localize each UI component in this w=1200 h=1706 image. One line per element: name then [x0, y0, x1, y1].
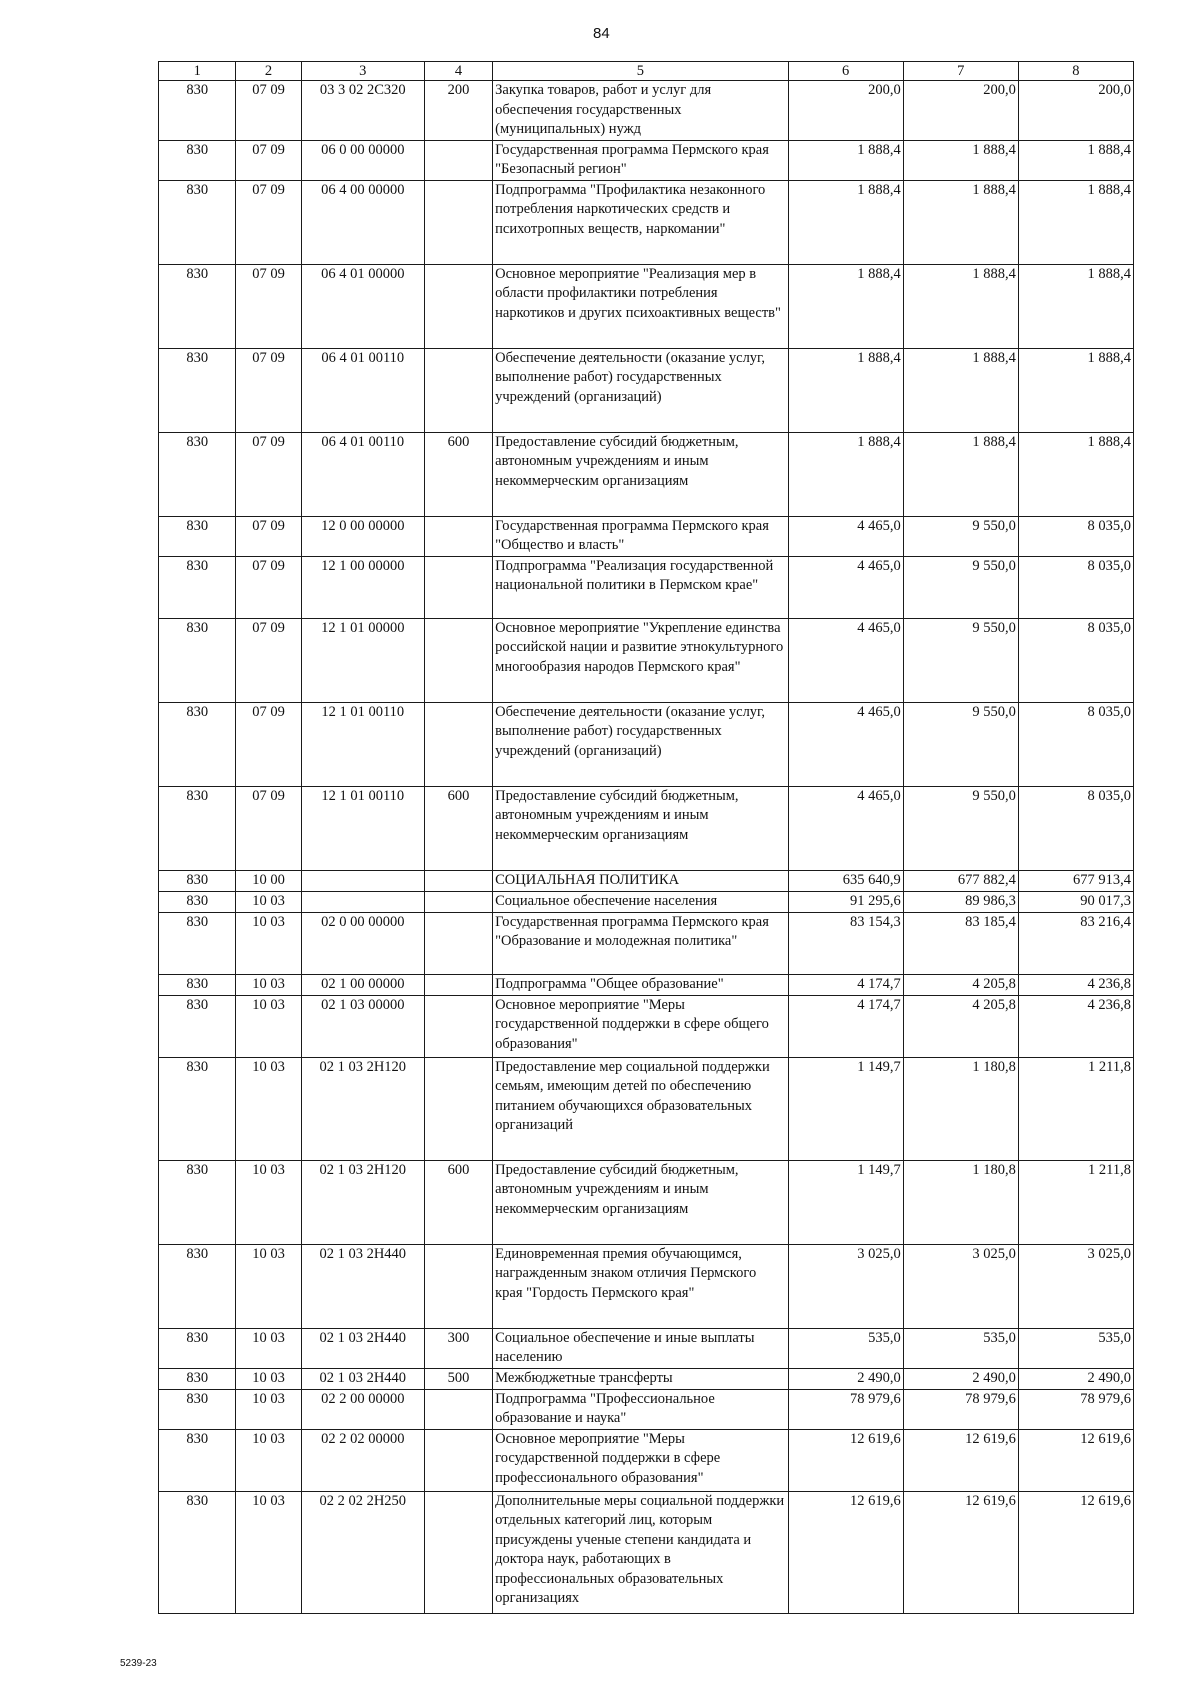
table-row — [159, 618, 1134, 702]
cell-section: 07 09 — [236, 702, 301, 786]
cell-description: Основное мероприятие "Меры государственной поддержки в сфере профессионального образования" — [493, 1429, 788, 1491]
cell-expense-type — [424, 1389, 492, 1429]
table-row — [159, 1244, 1134, 1328]
cell-target-article: 02 1 03 2Н440 — [301, 1368, 424, 1389]
table-row — [159, 1368, 1134, 1389]
cell-description: Закупка товаров, работ и услуг для обеспечения государственных (муниципальных) нужд — [493, 81, 788, 141]
cell-expense-type — [424, 1244, 492, 1328]
cell-ministry: 830 — [159, 870, 236, 891]
cell-amount-col7: 1 180,8 — [903, 1160, 1018, 1244]
cell-target-article — [301, 891, 424, 912]
cell-amount-col7: 1 180,8 — [903, 1057, 1018, 1160]
cell-description: Социальное обеспечение и иные выплаты населению — [493, 1328, 788, 1368]
cell-ministry: 830 — [159, 556, 236, 618]
cell-amount-col8: 83 216,4 — [1018, 912, 1133, 974]
table-row — [159, 786, 1134, 870]
cell-ministry: 830 — [159, 618, 236, 702]
cell-ministry: 830 — [159, 140, 236, 180]
cell-amount-col7: 12 619,6 — [903, 1429, 1018, 1491]
cell-expense-type — [424, 1429, 492, 1491]
cell-amount-col8: 3 025,0 — [1018, 1244, 1133, 1328]
cell-section: 07 09 — [236, 556, 301, 618]
table-row — [159, 1328, 1134, 1368]
cell-description: Государственная программа Пермского края "Образование и молодежная политика" — [493, 912, 788, 974]
cell-amount-col7: 12 619,6 — [903, 1491, 1018, 1613]
cell-expense-type — [424, 1057, 492, 1160]
cell-amount-col7: 1 888,4 — [903, 432, 1018, 516]
cell-ministry: 830 — [159, 1491, 236, 1613]
cell-ministry: 830 — [159, 1368, 236, 1389]
column-header: 8 — [1018, 62, 1133, 81]
cell-amount-col7: 4 205,8 — [903, 995, 1018, 1057]
table-row — [159, 1057, 1134, 1160]
cell-description: Подпрограмма "Профилактика незаконного потребления наркотических средств и психотропных веществ, наркомании" — [493, 180, 788, 264]
cell-amount-col8: 1 211,8 — [1018, 1160, 1133, 1244]
cell-amount-col7: 9 550,0 — [903, 702, 1018, 786]
cell-section: 07 09 — [236, 81, 301, 141]
table-row — [159, 264, 1134, 348]
cell-amount-col8: 90 017,3 — [1018, 891, 1133, 912]
cell-expense-type — [424, 870, 492, 891]
cell-ministry: 830 — [159, 180, 236, 264]
cell-target-article: 02 1 03 2Н440 — [301, 1328, 424, 1368]
cell-description: СОЦИАЛЬНАЯ ПОЛИТИКА — [493, 870, 788, 891]
table-row — [159, 432, 1134, 516]
cell-amount-col8: 4 236,8 — [1018, 974, 1133, 995]
cell-description: Предоставление субсидий бюджетным, автономным учреждениям и иным некоммерческим организациям — [493, 432, 788, 516]
cell-ministry: 830 — [159, 1389, 236, 1429]
cell-amount-col7: 200,0 — [903, 81, 1018, 141]
cell-ministry: 830 — [159, 1244, 236, 1328]
cell-target-article: 12 1 01 00000 — [301, 618, 424, 702]
cell-ministry: 830 — [159, 264, 236, 348]
cell-ministry: 830 — [159, 348, 236, 432]
cell-section: 10 03 — [236, 1057, 301, 1160]
cell-amount-col6: 1 888,4 — [788, 140, 903, 180]
cell-amount-col8: 12 619,6 — [1018, 1429, 1133, 1491]
cell-description: Государственная программа Пермского края "Безопасный регион" — [493, 140, 788, 180]
cell-amount-col7: 9 550,0 — [903, 556, 1018, 618]
cell-section: 07 09 — [236, 348, 301, 432]
cell-amount-col6: 1 888,4 — [788, 264, 903, 348]
cell-expense-type: 200 — [424, 81, 492, 141]
cell-amount-col7: 83 185,4 — [903, 912, 1018, 974]
table-row — [159, 556, 1134, 618]
cell-amount-col7: 9 550,0 — [903, 786, 1018, 870]
cell-section: 10 03 — [236, 912, 301, 974]
cell-amount-col7: 677 882,4 — [903, 870, 1018, 891]
cell-amount-col6: 4 465,0 — [788, 516, 903, 556]
cell-section: 10 03 — [236, 995, 301, 1057]
cell-amount-col6: 12 619,6 — [788, 1429, 903, 1491]
table-row — [159, 140, 1134, 180]
table-row — [159, 974, 1134, 995]
cell-ministry: 830 — [159, 81, 236, 141]
table-row — [159, 1160, 1134, 1244]
cell-expense-type — [424, 891, 492, 912]
cell-amount-col7: 1 888,4 — [903, 348, 1018, 432]
cell-amount-col7: 89 986,3 — [903, 891, 1018, 912]
cell-target-article: 06 4 01 00000 — [301, 264, 424, 348]
cell-target-article: 12 1 00 00000 — [301, 556, 424, 618]
cell-ministry: 830 — [159, 786, 236, 870]
cell-expense-type — [424, 618, 492, 702]
table-row — [159, 702, 1134, 786]
cell-ministry: 830 — [159, 1160, 236, 1244]
cell-description: Подпрограмма "Профессиональное образование и наука" — [493, 1389, 788, 1429]
cell-amount-col7: 1 888,4 — [903, 180, 1018, 264]
cell-section: 10 03 — [236, 1491, 301, 1613]
cell-amount-col6: 12 619,6 — [788, 1491, 903, 1613]
cell-target-article: 02 1 00 00000 — [301, 974, 424, 995]
cell-description: Основное мероприятие "Укрепление единства российской нации и развитие этнокультурного многообразия народов Пермского края" — [493, 618, 788, 702]
table-row — [159, 348, 1134, 432]
cell-section: 07 09 — [236, 140, 301, 180]
cell-amount-col7: 1 888,4 — [903, 140, 1018, 180]
cell-amount-col8: 200,0 — [1018, 81, 1133, 141]
cell-amount-col8: 2 490,0 — [1018, 1368, 1133, 1389]
table-row — [159, 870, 1134, 891]
cell-description: Дополнительные меры социальной поддержки отдельных категорий лиц, которым присуждены ученые степени кандидата и доктора наук, работающих в профессиональных образовательных организациях — [493, 1491, 788, 1613]
cell-expense-type — [424, 264, 492, 348]
cell-description: Подпрограмма "Общее образование" — [493, 974, 788, 995]
cell-amount-col6: 535,0 — [788, 1328, 903, 1368]
cell-target-article: 12 0 00 00000 — [301, 516, 424, 556]
cell-target-article: 02 1 03 2Н120 — [301, 1160, 424, 1244]
cell-section: 10 03 — [236, 974, 301, 995]
cell-amount-col6: 200,0 — [788, 81, 903, 141]
cell-amount-col6: 4 174,7 — [788, 995, 903, 1057]
cell-amount-col7: 9 550,0 — [903, 516, 1018, 556]
cell-target-article: 06 4 01 00110 — [301, 432, 424, 516]
cell-section: 10 03 — [236, 1244, 301, 1328]
cell-description: Основное мероприятие "Меры государственной поддержки в сфере общего образования" — [493, 995, 788, 1057]
cell-target-article: 06 4 00 00000 — [301, 180, 424, 264]
cell-target-article: 02 0 00 00000 — [301, 912, 424, 974]
cell-amount-col7: 4 205,8 — [903, 974, 1018, 995]
cell-section: 07 09 — [236, 786, 301, 870]
cell-amount-col8: 1 888,4 — [1018, 264, 1133, 348]
cell-amount-col6: 3 025,0 — [788, 1244, 903, 1328]
cell-section: 07 09 — [236, 180, 301, 264]
cell-description: Государственная программа Пермского края "Общество и власть" — [493, 516, 788, 556]
cell-ministry: 830 — [159, 516, 236, 556]
budget-table — [158, 61, 1134, 1614]
cell-target-article: 03 3 02 2С320 — [301, 81, 424, 141]
cell-description: Обеспечение деятельности (оказание услуг, выполнение работ) государственных учреждений (организаций) — [493, 702, 788, 786]
cell-amount-col6: 4 465,0 — [788, 702, 903, 786]
cell-target-article: 02 2 00 00000 — [301, 1389, 424, 1429]
cell-expense-type — [424, 995, 492, 1057]
table-row — [159, 516, 1134, 556]
column-header: 5 — [493, 62, 788, 81]
cell-amount-col6: 4 174,7 — [788, 974, 903, 995]
cell-target-article: 12 1 01 00110 — [301, 702, 424, 786]
table-row — [159, 1429, 1134, 1491]
cell-amount-col6: 78 979,6 — [788, 1389, 903, 1429]
cell-target-article: 12 1 01 00110 — [301, 786, 424, 870]
cell-section: 07 09 — [236, 264, 301, 348]
cell-section: 10 00 — [236, 870, 301, 891]
cell-amount-col6: 1 888,4 — [788, 180, 903, 264]
cell-section: 07 09 — [236, 432, 301, 516]
cell-amount-col7: 2 490,0 — [903, 1368, 1018, 1389]
column-header: 4 — [424, 62, 492, 81]
cell-expense-type — [424, 348, 492, 432]
header-row — [159, 62, 1134, 81]
column-header: 1 — [159, 62, 236, 81]
cell-amount-col6: 83 154,3 — [788, 912, 903, 974]
cell-expense-type — [424, 702, 492, 786]
cell-section: 10 03 — [236, 1429, 301, 1491]
cell-section: 10 03 — [236, 1328, 301, 1368]
cell-description: Предоставление субсидий бюджетным, автономным учреждениям и иным некоммерческим организациям — [493, 786, 788, 870]
cell-ministry: 830 — [159, 974, 236, 995]
cell-amount-col8: 8 035,0 — [1018, 618, 1133, 702]
cell-amount-col7: 9 550,0 — [903, 618, 1018, 702]
cell-expense-type — [424, 974, 492, 995]
cell-ministry: 830 — [159, 1057, 236, 1160]
cell-ministry: 830 — [159, 1328, 236, 1368]
document-code: 5239-23 — [120, 1658, 157, 1669]
cell-section: 07 09 — [236, 618, 301, 702]
cell-section: 10 03 — [236, 1160, 301, 1244]
cell-amount-col8: 535,0 — [1018, 1328, 1133, 1368]
cell-description: Межбюджетные трансферты — [493, 1368, 788, 1389]
cell-expense-type: 600 — [424, 432, 492, 516]
table-row — [159, 995, 1134, 1057]
table-row — [159, 891, 1134, 912]
cell-amount-col8: 8 035,0 — [1018, 786, 1133, 870]
cell-amount-col8: 78 979,6 — [1018, 1389, 1133, 1429]
cell-ministry: 830 — [159, 432, 236, 516]
column-header: 2 — [236, 62, 301, 81]
cell-amount-col6: 1 888,4 — [788, 432, 903, 516]
cell-description: Предоставление субсидий бюджетным, автономным учреждениям и иным некоммерческим организациям — [493, 1160, 788, 1244]
cell-target-article: 02 1 03 00000 — [301, 995, 424, 1057]
table-row — [159, 912, 1134, 974]
cell-expense-type: 500 — [424, 1368, 492, 1389]
cell-amount-col6: 1 149,7 — [788, 1160, 903, 1244]
cell-description: Единовременная премия обучающимся, награжденным знаком отличия Пермского края "Гордость Пермского края" — [493, 1244, 788, 1328]
cell-expense-type: 300 — [424, 1328, 492, 1368]
cell-amount-col6: 635 640,9 — [788, 870, 903, 891]
cell-description: Подпрограмма "Реализация государственной национальной политики в Пермском крае" — [493, 556, 788, 618]
cell-section: 10 03 — [236, 1368, 301, 1389]
table-row — [159, 180, 1134, 264]
cell-amount-col6: 2 490,0 — [788, 1368, 903, 1389]
cell-expense-type — [424, 180, 492, 264]
table-row — [159, 1389, 1134, 1429]
cell-amount-col8: 677 913,4 — [1018, 870, 1133, 891]
cell-amount-col6: 4 465,0 — [788, 556, 903, 618]
cell-amount-col8: 1 888,4 — [1018, 432, 1133, 516]
cell-amount-col6: 4 465,0 — [788, 618, 903, 702]
cell-target-article: 02 1 03 2Н440 — [301, 1244, 424, 1328]
cell-target-article — [301, 870, 424, 891]
cell-target-article: 02 2 02 2Н250 — [301, 1491, 424, 1613]
cell-section: 10 03 — [236, 1389, 301, 1429]
cell-ministry: 830 — [159, 912, 236, 974]
cell-amount-col6: 91 295,6 — [788, 891, 903, 912]
cell-amount-col8: 8 035,0 — [1018, 702, 1133, 786]
cell-amount-col7: 78 979,6 — [903, 1389, 1018, 1429]
cell-description: Предоставление мер социальной поддержки семьям, имеющим детей по обеспечению питанием обучающихся образовательных организаций — [493, 1057, 788, 1160]
cell-expense-type: 600 — [424, 786, 492, 870]
cell-target-article: 06 4 01 00110 — [301, 348, 424, 432]
cell-description: Социальное обеспечение населения — [493, 891, 788, 912]
cell-amount-col8: 1 888,4 — [1018, 180, 1133, 264]
column-header: 7 — [903, 62, 1018, 81]
cell-amount-col6: 1 888,4 — [788, 348, 903, 432]
cell-target-article: 02 2 02 00000 — [301, 1429, 424, 1491]
cell-description: Основное мероприятие "Реализация мер в области профилактики потребления наркотиков и других психоактивных веществ" — [493, 264, 788, 348]
cell-amount-col8: 1 211,8 — [1018, 1057, 1133, 1160]
cell-ministry: 830 — [159, 1429, 236, 1491]
table-row — [159, 81, 1134, 141]
page-number: 84 — [593, 25, 610, 42]
cell-description: Обеспечение деятельности (оказание услуг, выполнение работ) государственных учреждений (организаций) — [493, 348, 788, 432]
cell-expense-type — [424, 516, 492, 556]
cell-expense-type — [424, 912, 492, 974]
cell-amount-col8: 12 619,6 — [1018, 1491, 1133, 1613]
cell-ministry: 830 — [159, 995, 236, 1057]
cell-section: 10 03 — [236, 891, 301, 912]
cell-amount-col7: 1 888,4 — [903, 264, 1018, 348]
cell-expense-type: 600 — [424, 1160, 492, 1244]
cell-amount-col7: 3 025,0 — [903, 1244, 1018, 1328]
cell-amount-col8: 8 035,0 — [1018, 516, 1133, 556]
cell-amount-col8: 8 035,0 — [1018, 556, 1133, 618]
column-header: 6 — [788, 62, 903, 81]
cell-section: 07 09 — [236, 516, 301, 556]
cell-amount-col7: 535,0 — [903, 1328, 1018, 1368]
cell-expense-type — [424, 140, 492, 180]
cell-amount-col6: 1 149,7 — [788, 1057, 903, 1160]
cell-ministry: 830 — [159, 891, 236, 912]
cell-ministry: 830 — [159, 702, 236, 786]
cell-amount-col8: 1 888,4 — [1018, 140, 1133, 180]
cell-amount-col6: 4 465,0 — [788, 786, 903, 870]
cell-target-article: 02 1 03 2Н120 — [301, 1057, 424, 1160]
cell-expense-type — [424, 1491, 492, 1613]
cell-expense-type — [424, 556, 492, 618]
table-row — [159, 1491, 1134, 1613]
cell-target-article: 06 0 00 00000 — [301, 140, 424, 180]
cell-amount-col8: 1 888,4 — [1018, 348, 1133, 432]
column-header: 3 — [301, 62, 424, 81]
cell-amount-col8: 4 236,8 — [1018, 995, 1133, 1057]
